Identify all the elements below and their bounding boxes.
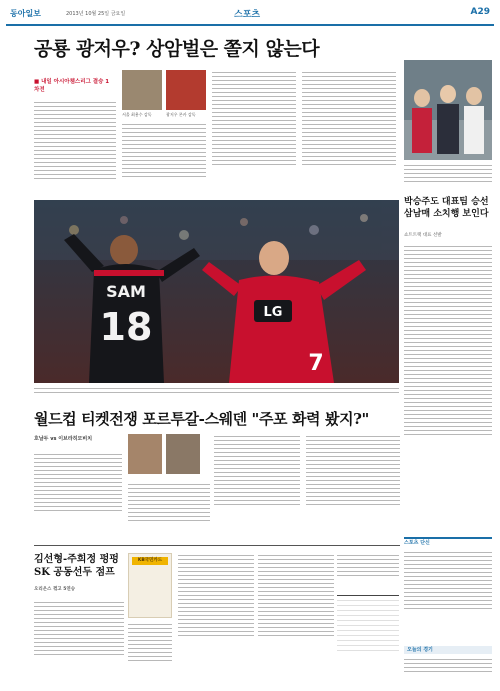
player-right-number: 7 — [308, 351, 324, 376]
second-article-column-4 — [306, 434, 400, 542]
coach-photo-right — [166, 70, 206, 110]
bottom-article-column-3 — [178, 553, 254, 685]
issue-date: 2013년 10월 25일 금요일 — [66, 11, 126, 17]
today-games-text — [404, 657, 492, 687]
masthead — [6, 4, 494, 26]
main-subhead-tag: ■ 내일 아시아챔스리그 결승 1차전 — [34, 79, 110, 93]
bottom-section-rule — [34, 545, 400, 546]
jersey-sponsor: LG — [263, 305, 283, 320]
sports-briefs-title: 스포츠 단신 — [404, 540, 430, 546]
side-article-text — [404, 244, 492, 529]
sports-briefs-text — [404, 550, 492, 642]
standings-table — [337, 595, 399, 655]
coach-caption-right: 광저우 콘카 감독 — [166, 112, 196, 117]
today-games-title: 오늘의 경기 — [404, 646, 492, 654]
player-left-number: 18 — [99, 305, 153, 349]
second-article-column-3 — [214, 434, 300, 542]
bottom-article-column-5 — [337, 553, 399, 591]
bottom-subhead: 오리온스 꺾고 5연승 — [34, 587, 76, 592]
second-subhead: 호날두 vs 이브라히모비치 — [34, 436, 93, 442]
bottom-article-column-1 — [34, 600, 124, 685]
player-left-name: SAM — [106, 282, 146, 301]
ronaldo-photo — [128, 434, 162, 474]
article-column-1 — [34, 100, 116, 195]
main-soccer-photo — [34, 200, 399, 383]
newspaper-logo: 동아일보 — [10, 9, 41, 18]
bottom-headline: 김선형-주희정 펑펑 SK 공동선두 점프 — [34, 554, 119, 578]
article-column-3 — [212, 70, 296, 195]
bottom-article-column-4 — [258, 553, 334, 685]
kb-card-logo: KB국민카드 — [132, 557, 168, 565]
main-headline: 공룡 광저우? 상암벌은 쫄지 않는다 — [34, 38, 320, 60]
kb-card-ad — [128, 553, 172, 618]
page-number: A29 — [470, 7, 490, 17]
second-article-column-1 — [34, 452, 122, 542]
skaters-photo-caption — [404, 163, 492, 185]
ibrahimovic-photo — [166, 434, 200, 474]
main-subhead — [34, 78, 114, 94]
main-photo-caption — [34, 386, 399, 396]
article-column-2 — [122, 122, 206, 195]
second-article-column-2 — [128, 482, 210, 542]
second-headline: 월드컵 티켓전쟁 포르투갈-스웨덴 "주포 화력 봤지?" — [34, 410, 369, 428]
section-title: 스포츠 — [234, 10, 261, 20]
side-headline: 박승주도 대표팀 승선 삼남매 소치행 보인다 — [404, 197, 489, 219]
skaters-photo — [404, 60, 492, 160]
coach-caption-left: 서울 최용수 감독 — [122, 112, 152, 117]
article-column-4 — [302, 70, 396, 195]
bottom-article-column-2 — [128, 622, 172, 685]
side-subhead: 쇼트트랙 대표 선발 — [404, 233, 442, 238]
coach-photo-left — [122, 70, 162, 110]
